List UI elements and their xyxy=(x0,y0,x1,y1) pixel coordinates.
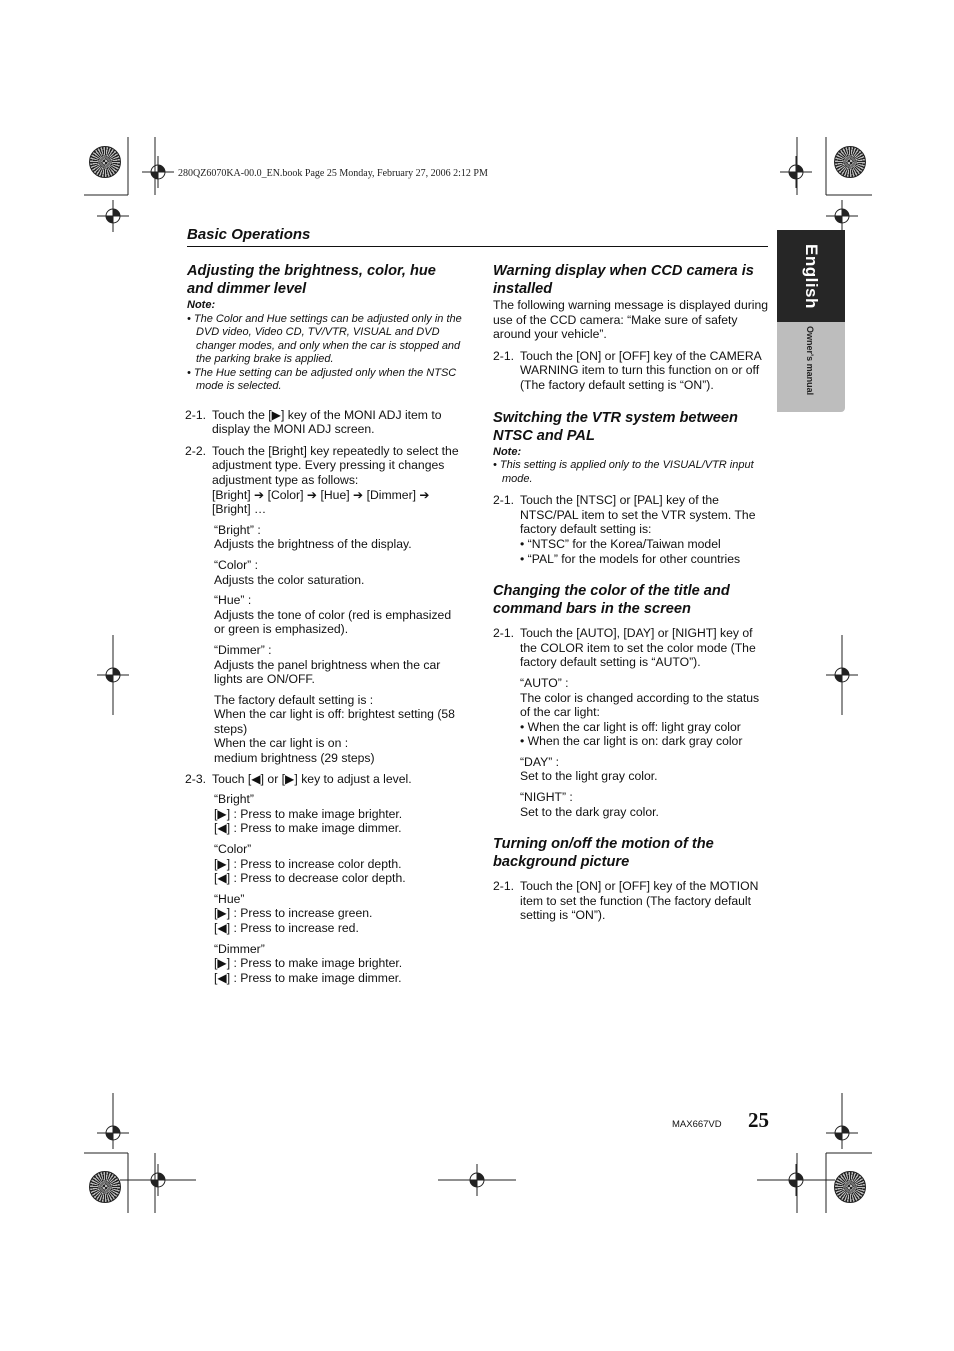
registration-disc-icon xyxy=(89,146,121,178)
section-title: Basic Operations xyxy=(187,226,311,243)
left-column xyxy=(187,262,465,985)
heading-brightness: Adjusting the brightness, color, hue and dimmer level xyxy=(187,263,436,297)
book-info: 280QZ6070KA-00.0_EN.book Page 25 Monday, February 27, 2006 2:12 PM xyxy=(178,168,488,179)
note-label: Note: xyxy=(493,445,522,458)
factory-default: The factory default setting is : When the car light is off: brightest setting (58 steps) When the car light is on : medium brightness (29 steps) xyxy=(214,692,455,766)
right-column xyxy=(493,262,769,923)
type-color: “Color” : Adjusts the color saturation. xyxy=(214,557,365,587)
heading-ccd: Warning display when CCD camera is installed xyxy=(493,263,754,297)
side-tab xyxy=(777,230,845,412)
tab-language: English xyxy=(802,244,821,309)
tab-manual-label: Owner's manual xyxy=(805,326,815,396)
type-hue: “Hue” : Adjusts the tone of color (red is emphasized or green is emphasized). xyxy=(214,593,452,637)
vtr-bullet: • “NTSC” for the Korea/Taiwan model xyxy=(520,536,721,551)
ccd-step: 2-1. Touch the [ON] or [OFF] key of the CAMERA WARNING item to turn this function on or off (The factory default setting is “ON”). xyxy=(493,348,762,392)
registration-disc-icon xyxy=(834,1171,866,1203)
type-dimmer: “Dimmer” : Adjusts the panel brightness when the car lights are ON/OFF. xyxy=(214,642,441,687)
ccd-intro: The following warning message is displayed during use of the CCD camera: “Make sure of safety around your vehicle”. xyxy=(493,298,769,342)
page-number: 25 xyxy=(748,1108,769,1132)
model-code: MAX667VD xyxy=(672,1119,722,1130)
note-label: Note: xyxy=(187,299,216,311)
level-color: “Color” [▶] : Press to increase color depth. [◀] : Press to decrease color depth. xyxy=(214,842,406,886)
registration-disc-icon xyxy=(89,1171,121,1203)
heading-motion: Turning on/off the motion of the background picture xyxy=(493,836,714,871)
section-rule xyxy=(187,246,768,247)
color-step: 2-1. Touch the [AUTO], [DAY] or [NIGHT] key of the COLOR item to set the color mode (The factory default setting is “AUTO”). xyxy=(493,626,756,670)
color-day: “DAY” : Set to the light gray color. xyxy=(520,754,658,784)
note-item: • The Hue setting can be adjusted only when the NTSC mode is selected. xyxy=(187,366,457,393)
vtr-step: 2-1. Touch the [NTSC] or [PAL] key of the NTSC/PAL item to set the VTR system. The factory default setting is: • “NTSC” for the Korea/Taiwan model • “PAL” for the models for other countries xyxy=(493,493,769,566)
registration-disc-icon xyxy=(834,146,866,178)
step-2-1: 2-1. Touch the [▶] key of the MONI ADJ item to display the MONI ADJ screen. xyxy=(185,407,442,437)
motion-step: 2-1. Touch the [ON] or [OFF] key of the MOTION item to set the function (The factory default setting is “ON”). xyxy=(493,879,759,923)
level-bright: “Bright” [▶] : Press to make image brighter. [◀] : Press to make image dimmer. xyxy=(214,792,403,836)
color-auto: “AUTO” : The color is changed according to the status of the car light: • When the car light is off: light gray color • When the car light is on: dark gray color xyxy=(520,675,760,749)
vtr-bullet: • “PAL” for the models for other countries xyxy=(520,551,741,566)
type-bright: “Bright” : Adjusts the brightness of the display. xyxy=(214,522,412,552)
color-night: “NIGHT” : Set to the dark gray color. xyxy=(520,790,659,819)
level-hue: “Hue” [▶] : Press to increase green. [◀] : Press to increase red. xyxy=(214,891,373,935)
step-2-2: 2-2. Touch the [Bright] key repeatedly to select the adjustment type. Every pressing it changes adjustment type as follows: [Bright] ➔ [Color] ➔ [Hue] ➔ [Dimmer] ➔ [Bright] … xyxy=(185,443,459,517)
note-item: • This setting is applied only to the VISUAL/VTR input mode. xyxy=(493,459,754,485)
level-dimmer: “Dimmer” [▶] : Press to make image brighter. [◀] : Press to make image dimmer. xyxy=(214,941,403,985)
heading-color-bars: Changing the color of the title and command bars in the screen xyxy=(493,583,730,618)
note-item: • The Color and Hue settings can be adjusted only in the DVD video, Video CD, TV/VTR, VISUAL and DVD changer modes, and only when the car is stopped and the parking brake is applied. xyxy=(187,312,462,366)
heading-vtr: Switching the VTR system between NTSC and PAL xyxy=(493,409,738,444)
step-2-3: 2-3. Touch [◀] or [▶] key to adjust a level. xyxy=(185,771,412,786)
